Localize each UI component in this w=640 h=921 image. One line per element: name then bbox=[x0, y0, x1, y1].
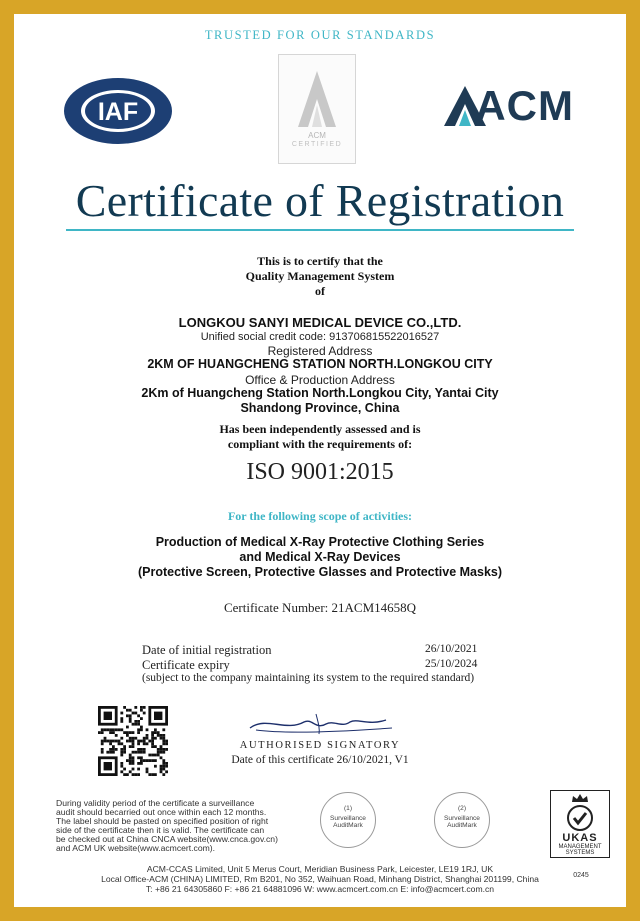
note-line: During validity period of the certificate a surveillance bbox=[56, 798, 255, 808]
title-divider bbox=[66, 229, 574, 231]
scope-heading: For the following scope of activities: bbox=[227, 509, 413, 523]
mark-number: (1) bbox=[343, 805, 353, 812]
certify-line-1: This is to certify that the bbox=[257, 254, 383, 268]
note-line: The label should be pasted on specified position of right bbox=[56, 816, 269, 826]
signature bbox=[246, 710, 396, 738]
certificate-title: Certificate of Registration bbox=[75, 175, 565, 226]
mark-label: AuditMark bbox=[447, 822, 477, 829]
ukas-text: UKAS bbox=[562, 832, 598, 844]
registered-address: 2KM OF HUANGCHENG STATION NORTH.LONGKOU CITY bbox=[147, 357, 493, 371]
checkmark-icon bbox=[566, 804, 594, 832]
ukas-logo bbox=[550, 790, 610, 858]
note-line: side of the certificate then it is valid. The certificate can bbox=[56, 825, 265, 835]
initial-registration-value: 26/10/2021 bbox=[425, 643, 478, 655]
certificate-number: Certificate Number: 21ACM14658Q bbox=[223, 600, 417, 615]
registered-address-label: Registered Address bbox=[267, 344, 373, 358]
footer-line-3: T: +86 21 64305860 F: +86 21 64881096 W: www.acmcert.com.cn E: info@acmcert.com.cn bbox=[145, 884, 495, 894]
acm-certified-bottom: CERTIFIED bbox=[291, 141, 343, 148]
note-line: audit should becarried out once within each 12 months. bbox=[56, 807, 267, 817]
tagline: TRUSTED FOR OUR STANDARDS bbox=[204, 28, 436, 42]
assessed-line-2: compliant with the requirements of: bbox=[227, 437, 413, 451]
certificate-paper bbox=[14, 14, 626, 907]
certificate-date: Date of this certificate 26/10/2021, V1 bbox=[231, 754, 409, 766]
ukas-number: 0245 bbox=[573, 872, 589, 879]
acm-certified-mark bbox=[278, 54, 356, 164]
credit-code: Unified social credit code: 913706815522016527 bbox=[200, 331, 440, 343]
iaf-text: IAF bbox=[97, 98, 139, 126]
certify-line-3: of bbox=[315, 284, 325, 298]
initial-registration-label: Date of initial registration bbox=[142, 643, 272, 657]
subject-note: (subject to the company maintaining its system to the required standard) bbox=[142, 672, 475, 684]
scope-line-3: (Protective Screen, Protective Glasses and Protective Masks) bbox=[137, 565, 503, 579]
mark-label: Surveillance bbox=[330, 815, 366, 822]
surveillance-mark-2 bbox=[434, 792, 490, 848]
surveillance-note bbox=[56, 799, 306, 853]
certify-line-2: Quality Management System bbox=[245, 269, 395, 283]
mark-number: (2) bbox=[457, 805, 467, 812]
crown-icon bbox=[571, 793, 589, 803]
assessed-line-1: Has been independently assessed and is bbox=[219, 422, 421, 436]
iso-standard: ISO 9001:2015 bbox=[246, 459, 394, 485]
office-address-line-2: Shandong Province, China bbox=[240, 401, 400, 415]
acm-certified-top: ACM bbox=[308, 131, 326, 140]
surveillance-mark-1 bbox=[320, 792, 376, 848]
certificate-expiry-value: 25/10/2024 bbox=[425, 658, 478, 670]
scope-line-2: and Medical X-Ray Devices bbox=[239, 550, 401, 564]
certificate-expiry-label: Certificate expiry bbox=[142, 658, 230, 672]
office-address-label: Office & Production Address bbox=[245, 373, 395, 387]
acm-brand-logo bbox=[444, 82, 574, 134]
office-address-line-1: 2Km of Huangcheng Station North.Longkou City, Yantai City bbox=[141, 386, 499, 400]
company-name: LONGKOU SANYI MEDICAL DEVICE CO.,LTD. bbox=[178, 315, 462, 330]
acm-a-icon bbox=[298, 71, 336, 127]
mark-label: Surveillance bbox=[444, 815, 480, 822]
iaf-logo bbox=[62, 76, 174, 146]
footer-line-1: ACM-CCAS Limited, Unit 5 Merus Court, Meridian Business Park, Leicester, LE19 1RJ, UK bbox=[146, 864, 494, 874]
mark-label: AuditMark bbox=[333, 822, 363, 829]
note-line: and ACM UK website(www.acmcert.com). bbox=[56, 843, 216, 853]
note-line: be checked out at China CNCA website(www.cnca.gov.cn) bbox=[56, 834, 278, 844]
authorised-signatory: AUTHORISED SIGNATORY bbox=[239, 740, 401, 751]
ukas-subtext: MANAGEMENT SYSTEMS bbox=[558, 844, 602, 856]
footer-line-2: Local Office-ACM (CHINA) LIMITED, Rm B201, No 352, Waihuan Road, Minhang District, Shanghai 201199, China bbox=[101, 874, 539, 884]
scope-line-1: Production of Medical X-Ray Protective Clothing Series bbox=[155, 535, 485, 549]
acm-brand-text: ACM bbox=[475, 82, 574, 129]
